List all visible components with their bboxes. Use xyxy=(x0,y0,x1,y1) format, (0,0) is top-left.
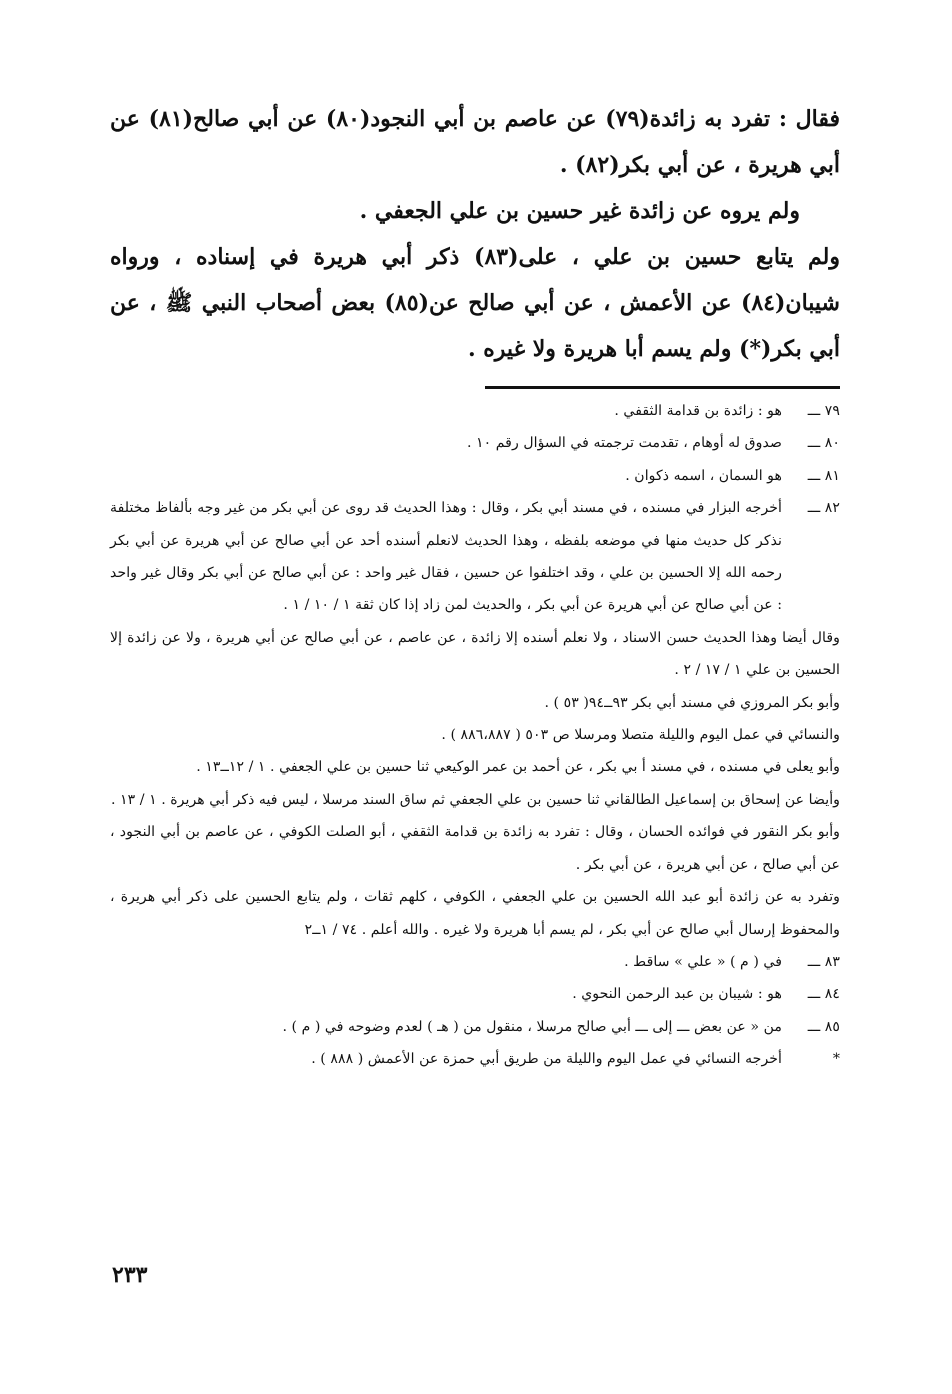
footnote-number: ٨٥ ـــ xyxy=(807,1018,840,1035)
footnote-number: ٨٣ ـــ xyxy=(807,953,840,970)
main-paragraph-3: ولم يتابع حسين بن علي ، على(٨٣) ذكر أبي هريرة في إسناده ، ورواه شيبان(٨٤) عن الأعمش ، عن أبي صالح عن(٨٥) بعض أصحاب النبي ﷺ ، عن أبي بكر(*) ولم يسم أبا هريرة ولا غيره . xyxy=(110,244,840,362)
footnote-text: وأبو يعلى في مسنده ، في مسند أ بي بكر ، عن أحمد بن عمر الوكيعي ثنا حسين بن علي الجعفي . ١ / ١٢ــ١٣ . xyxy=(196,759,840,776)
footnote-number: ٨٢ ـــ xyxy=(807,500,840,517)
footnote-text: هو السمان ، اسمه ذكوان . xyxy=(625,467,782,484)
page-number: ٢٣٣ xyxy=(112,1262,148,1288)
footnote-text: والنسائي في عمل اليوم والليلة متصلا ومرسلا ص ٥٠٣ ( ٨٨٦،٨٨٧ ) . xyxy=(441,727,840,744)
footnote-text: هو : شيبان بن عبد الرحمن النحوي . xyxy=(572,986,782,1003)
footnote-text: وقال أيضا وهذا الحديث حسن الاسناد ، ولا نعلم أسنده إلا زائدة ، عن عاصم ، عن أبي صالح عن أبي هريرة ، ولا عن زائدة إلا الحسين بن علي ١ / ١٧ / ٢ . xyxy=(110,629,840,679)
footnote-text: في ( م ) « علي » ساقط . xyxy=(624,953,782,970)
footnote-81 xyxy=(110,460,840,492)
footnote-number: * xyxy=(832,1051,840,1068)
footnote-text: وأبو بكر النقور في فوائده الحسان ، وقال : تفرد به زائدة بن قدامة الثقفي ، أبو الصلت الكوفي ، عن عاصم بن أبي النجود ، عن أبي صالح ، عن أبي هريرة ، عن أبي بكر . xyxy=(110,824,840,873)
main-text xyxy=(110,96,840,372)
footnote-79 xyxy=(110,395,840,427)
footnote-text: وأيضا عن إسحاق بن إسماعيل الطالقاني ثنا حسين بن علي الجعفي ثم ساق السند مرسلا ، ليس فيه ذكر أبي هريرة . ١ / ١٣ . xyxy=(111,791,840,808)
footnote-number: ٨١ ـــ xyxy=(807,467,840,484)
footnote-text: صدوق له أوهام ، تقدمت ترجمته في السؤال رقم ١٠ . xyxy=(466,435,782,452)
footnote-number: ٨٠ ـــ xyxy=(807,435,840,452)
footnote-text: من « عن بعض ـــ إلى ـــ أبي صالح مرسلا ، منقول من ( هـ ) لعدم وضوحه في ( م ) . xyxy=(282,1018,782,1035)
footnote-85 xyxy=(110,1011,840,1043)
footnote-83 xyxy=(110,946,840,978)
footnote-divider xyxy=(485,386,840,389)
footnote-star xyxy=(110,1043,840,1075)
footnote-text: وتفرد به عن زائدة أبو عبد الله الحسين بن علي الجعفي ، الكوفي ، كلهم ثقات ، ولم يتابع الحسين على ذكر أبي هريرة ، والمحفوظ إرسال أبي صالح عن أبي بكر ، لم يسم أبا هريرة ولا غيره . والله أعلم . ٧٤ / ١ــ٢ xyxy=(110,889,840,938)
footnote-text: أخرجه النسائي في عمل اليوم والليلة من طريق أبي حمزة عن الأعمش ( ٨٨٨ ) . xyxy=(311,1051,782,1068)
footnote-text: أخرجه البزار في مسنده ، في مسند أبي بكر ، وقال : وهذا الحديث قد روى عن أبي بكر من غير وجه بألفاظ مختلفة نذكر كل حديث منها في موضعه بلفظه ، وهذا الحديث لانعلم أسنده أحد عن أبي صالح عن أبي هريرة عن أبي بكر رحمه الله إلا الحسين بن علي ، وقد اختلفوا عن حسين ، فقال غير واحد : عن أبي صالح عن أبي بكر وقال غير واحد : عن أبي صالح عن أبي هريرة عن أبي بكر ، والحديث لمن زاد إذا كان ثقة ١ / ١٠ / ١ . xyxy=(110,500,782,614)
footnote-text: وأبو بكر المروزي في مسند أبي بكر ٩٣ــ٩٤( ٥٣ ) . xyxy=(544,694,840,711)
main-paragraph-2: ولم يروه عن زائدة غير حسين بن علي الجعفي . xyxy=(359,198,800,224)
footnotes xyxy=(110,395,840,1076)
footnote-84 xyxy=(110,978,840,1010)
footnote-number: ٨٤ ـــ xyxy=(807,986,840,1003)
footnote-number: ٧٩ ـــ xyxy=(807,403,840,419)
page-body xyxy=(110,96,840,1076)
main-paragraph-1: فقال : تفرد به زائدة(٧٩) عن عاصم بن أبي النجود(٨٠) عن أبي صالح(٨١) عن أبي هريرة ، عن أبي بكر(٨٢) . xyxy=(110,106,841,178)
footnote-text: هو : زائدة بن قدامة الثقفي . xyxy=(614,403,782,419)
footnote-82 xyxy=(110,492,840,946)
footnote-80 xyxy=(110,427,840,459)
